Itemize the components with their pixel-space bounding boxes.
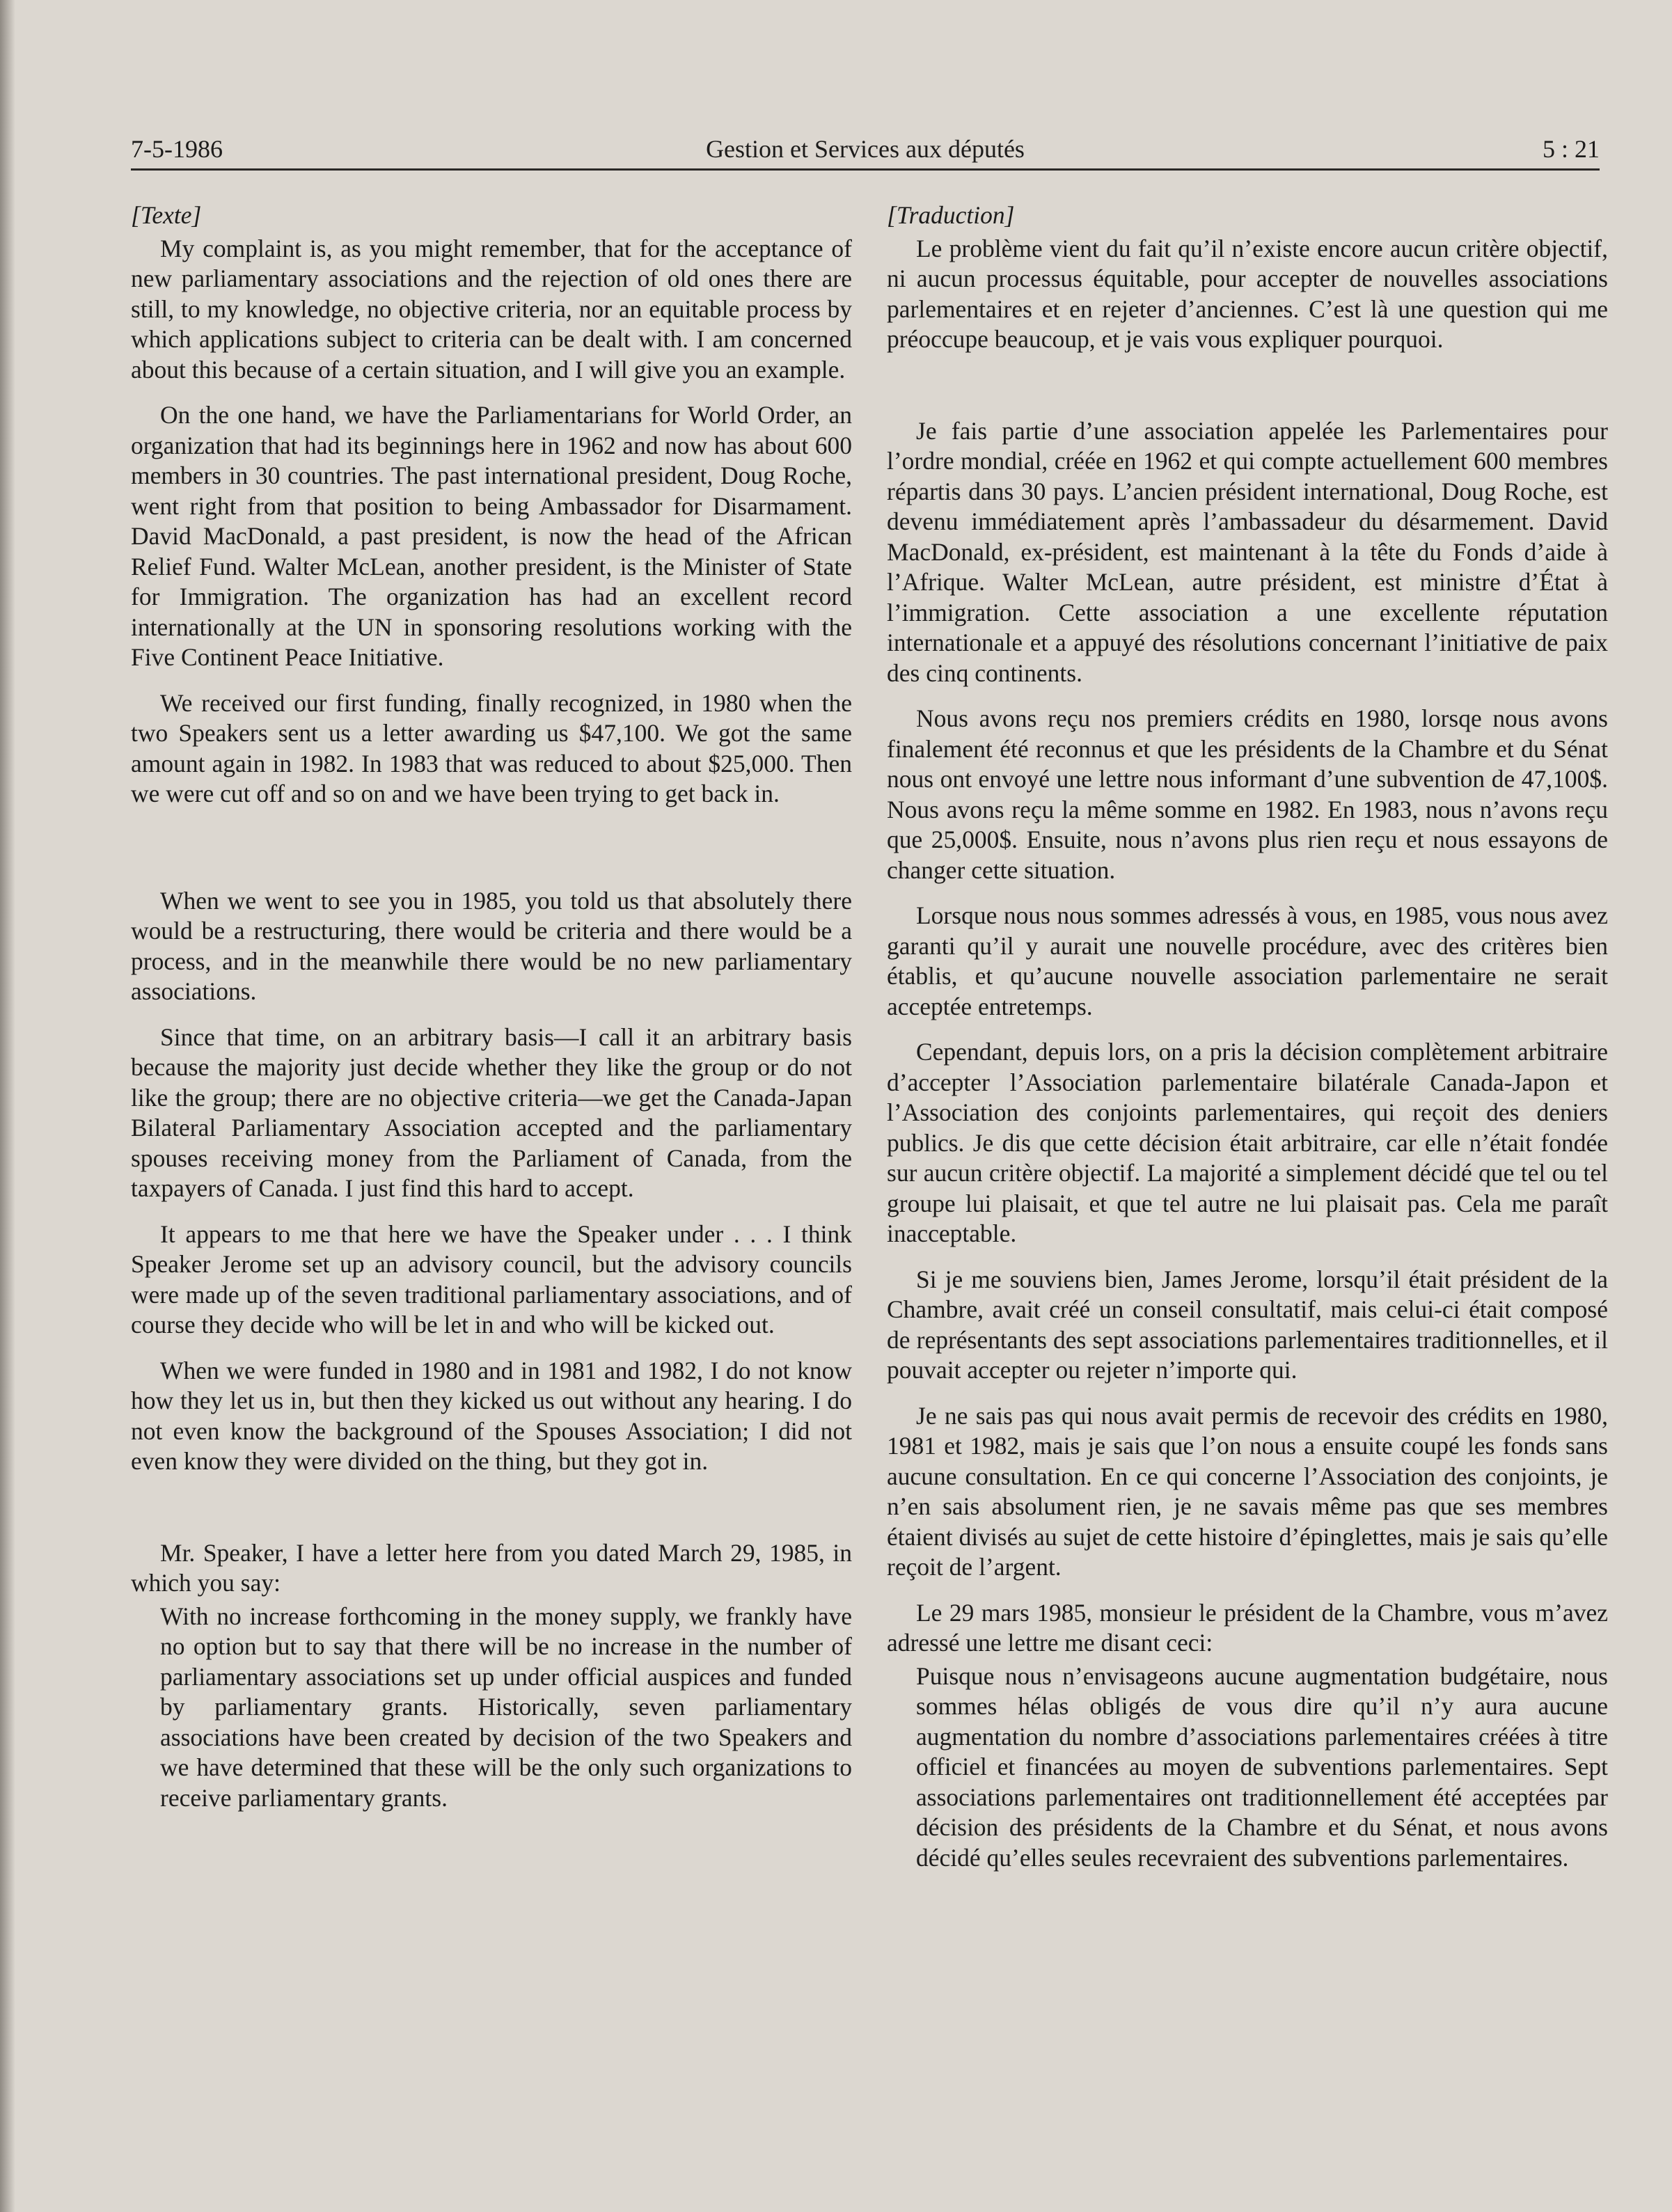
header-page-number: 5 : 21 xyxy=(1542,135,1600,163)
header-date: 7-5-1986 xyxy=(131,135,223,163)
paragraph: Je ne sais pas qui nous avait permis de recevoir des crédits en 1980, 1981 et 1982, mais je sais que l’on nous a ensuite coupé les fonds sans aucune consultation. En ce qui concerne l’Association des conjoints, je n’en sais absolument rien, je ne savais même pas que ses membres étaient divisés au sujet de cette histoire d’épinglettes, mais je sais qu’elle reçoit de l’argent. xyxy=(887,1401,1608,1581)
paragraph: Le problème vient du fait qu’il n’existe encore aucun critère objectif, ni aucun processus équitable, pour accepter de nouvelles associations parlementaires et en rejeter d’anciennes. C’est là une question qui me préoccupe beaucoup, et je vais vous expliquer pourquoi. xyxy=(887,234,1608,353)
french-column xyxy=(887,200,1608,1873)
paragraph: Si je me souviens bien, James Jerome, lorsqu’il était président de la Chambre, avait créé un conseil consultatif, mais celui-ci était composé de représentants des sept associations parlementaires traditionnelles, et il pouvait accepter ou rejeter n’importe qui. xyxy=(887,1265,1608,1384)
english-column xyxy=(131,200,852,1813)
paragraph: Mr. Speaker, I have a letter here from you dated March 29, 1985, in which you say: xyxy=(131,1538,852,1597)
paragraph: When we went to see you in 1985, you told us that absolutely there would be a restructuring, there would be criteria and there would be a process, and in the meanwhile there would be no new parliamentary associations. xyxy=(131,886,852,1005)
page-edge-shadow xyxy=(0,0,15,2212)
paragraph: Le 29 mars 1985, monsieur le président de la Chambre, vous m’avez adressé une lettre me disant ceci: xyxy=(887,1598,1608,1657)
paragraph: Nous avons reçu nos premiers crédits en 1980, lorsqe nous avons finalement été reconnus et que les présidents de la Chambre et du Sénat nous ont envoyé une lettre nous informant d’une subvention de 47,100$. Nous avons reçu la même somme en 1982. En 1983, nous n’avons reçu que 25,000$. Ensuite, nous n’avons plus rien reçu et nous essayons de changer cette situation. xyxy=(887,704,1608,884)
paragraph: We received our first funding, finally recognized, in 1980 when the two Speakers sent us a letter awarding us $47,100. We got the same amount again in 1982. In 1983 that was reduced to about $25,000. Then we were cut off and so on and we have been trying to get back in. xyxy=(131,688,852,807)
paragraph: Lorsque nous nous sommes adressés à vous, en 1985, vous nous avez garanti qu’il y aurait une nouvelle procédure, avec des critères bien établis, et qu’aucune nouvelle association parlementaire ne serait acceptée entretemps. xyxy=(887,901,1608,1020)
paragraph: It appears to me that here we have the Speaker under . . . I think Speaker Jerome set up an advisory council, but the advisory councils were made up of the seven traditional parliamentary associations, and of course they decide who will be let in and who will be kicked out. xyxy=(131,1219,852,1338)
paragraph: Je fais partie d’une association appelée les Parlementaires pour l’ordre mondial, créée en 1962 et qui compte actuellement 600 membres répartis dans 30 pays. L’ancien président international, Doug Roche, est devenu immédiatement après l’ambassadeur du désarmement. David MacDonald, ex-président, est maintenant à la tête du Fonds d’aide à l’Afrique. Walter McLean, autre président, est ministre d’État à l’immigration. Cette association a une excellente réputation internationale et a appuyé des résolutions concernant l’initiative de paix des cinq continents. xyxy=(887,416,1608,687)
section-label-traduction: [Traduction] xyxy=(887,201,1015,229)
paragraph: Cependant, depuis lors, on a pris la décision complètement arbitraire d’accepter l’Association parlementaire bilatérale Canada-Japon et l’Association des conjoints parlementaires, qui reçoit des deniers publics. Je dis que cette décision était arbitraire, car elle n’était fondée sur aucun critère objectif. La majorité a simplement décidé que tel ou tel groupe lui plaisait, et que tel autre ne lui plaisait pas. Cela me paraît inacceptable. xyxy=(887,1038,1608,1247)
section-label-texte: [Texte] xyxy=(131,201,202,229)
paragraph: When we were funded in 1980 and in 1981 and 1982, I do not know how they let us in, but then they kicked us out without any hearing. I do not even know the background of the Spouses Association; I did not even know they were divided on the thing, but they got in. xyxy=(131,1356,852,1475)
running-header xyxy=(131,129,1600,171)
block-quote: With no increase forthcoming in the money supply, we frankly have no option but to say that there will be no increase in the number of parliamentary associations set up under official auspices and funded by parliamentary grants. Historically, seven parliamentary associations have been created by decision of the two Speakers and we have determined that these will be the only such organizations to receive parliamentary grants. xyxy=(160,1602,852,1812)
paragraph: Since that time, on an arbitrary basis—I call it an arbitrary basis because the majority just decide whether they like the group or do not like the group; there are no objective criteria—we get the Canada-Japan Bilateral Parliamentary Association accepted and the parliamentary spouses receiving money from the Parliament of Canada, from the taxpayers of Canada. I just find this hard to accept. xyxy=(131,1022,852,1202)
paragraph: On the one hand, we have the Parliamentarians for World Order, an organization that had its beginnings here in 1962 and now has about 600 members in 30 countries. The past international president, Doug Roche, went right from that position to being Ambassador for Disarmament. David MacDonald, a past president, is now the head of the African Relief Fund. Walter McLean, another president, is the Minister of State for Immigration. The organization has had an excellent record internationally at the UN in sponsoring resolutions working with the Five Continent Peace Initiative. xyxy=(131,401,852,671)
paragraph: My complaint is, as you might remember, that for the acceptance of new parliamentary associations and the rejection of old ones there are still, to my knowledge, no objective criteria, nor an equitable process by which applications subject to criteria can be dealt with. I am concerned about this because of a certain situation, and I will give you an example. xyxy=(131,234,852,384)
block-quote: Puisque nous n’envisageons aucune augmentation budgétaire, nous sommes hélas obligés de vous dire qu’il n’y aura aucune augmentation du nombre d’associations parlementaires créées à titre officiel et financées au moyen de subventions parlementaires. Sept associations parlementaires ont traditionnellement été acceptées par décision des présidents de la Chambre et du Sénat, et nous avons décidé qu’elles seules recevraient des subventions parlementaires. xyxy=(916,1661,1608,1872)
header-title: Gestion et Services aux députés xyxy=(706,135,1025,163)
